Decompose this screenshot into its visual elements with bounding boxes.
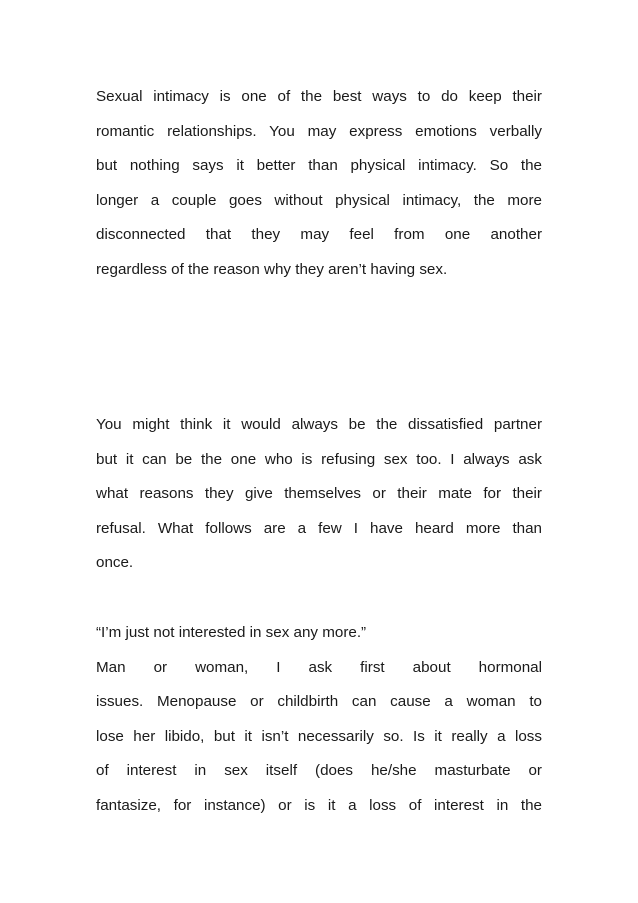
text-line: lose her libido, but it isn’t necessarily so. Is it really a loss [96, 727, 542, 745]
text-line: Man or woman, I ask first about hormonal [96, 658, 542, 676]
text-line: refusal. What follows are a few I have heard more than [96, 519, 542, 537]
text-line: but nothing says it better than physical intimacy. So the [96, 157, 542, 175]
paragraph-refusal [96, 408, 542, 581]
text-line: You might think it would always be the dissatisfied partner [96, 416, 542, 433]
text-line: what reasons they give themselves or their mate for their [96, 485, 542, 503]
text-line: romantic relationships. You may express emotions verbally [96, 122, 542, 140]
text-line: issues. Menopause or childbirth can cause a woman to [96, 693, 542, 711]
text-line: disconnected that they may feel from one another [96, 226, 542, 244]
paragraph-not-interested [96, 616, 542, 824]
text-line: fantasize, for instance) or is it a loss of interest in the [96, 796, 542, 814]
text-line: Sexual intimacy is one of the best ways to do keep their [96, 88, 542, 105]
quote-heading: “I’m just not interested in sex any more.” [96, 624, 367, 641]
text-line: once. [96, 554, 134, 572]
text-line: regardless of the reason why they aren’t having sex. [96, 260, 448, 278]
text-line: of interest in sex itself (does he/she masturbate or [96, 762, 542, 780]
text-line: but it can be the one who is refusing sex too. I always ask [96, 450, 542, 468]
paragraph-intimacy [96, 80, 542, 288]
text-line: longer a couple goes without physical intimacy, the more [96, 191, 542, 209]
